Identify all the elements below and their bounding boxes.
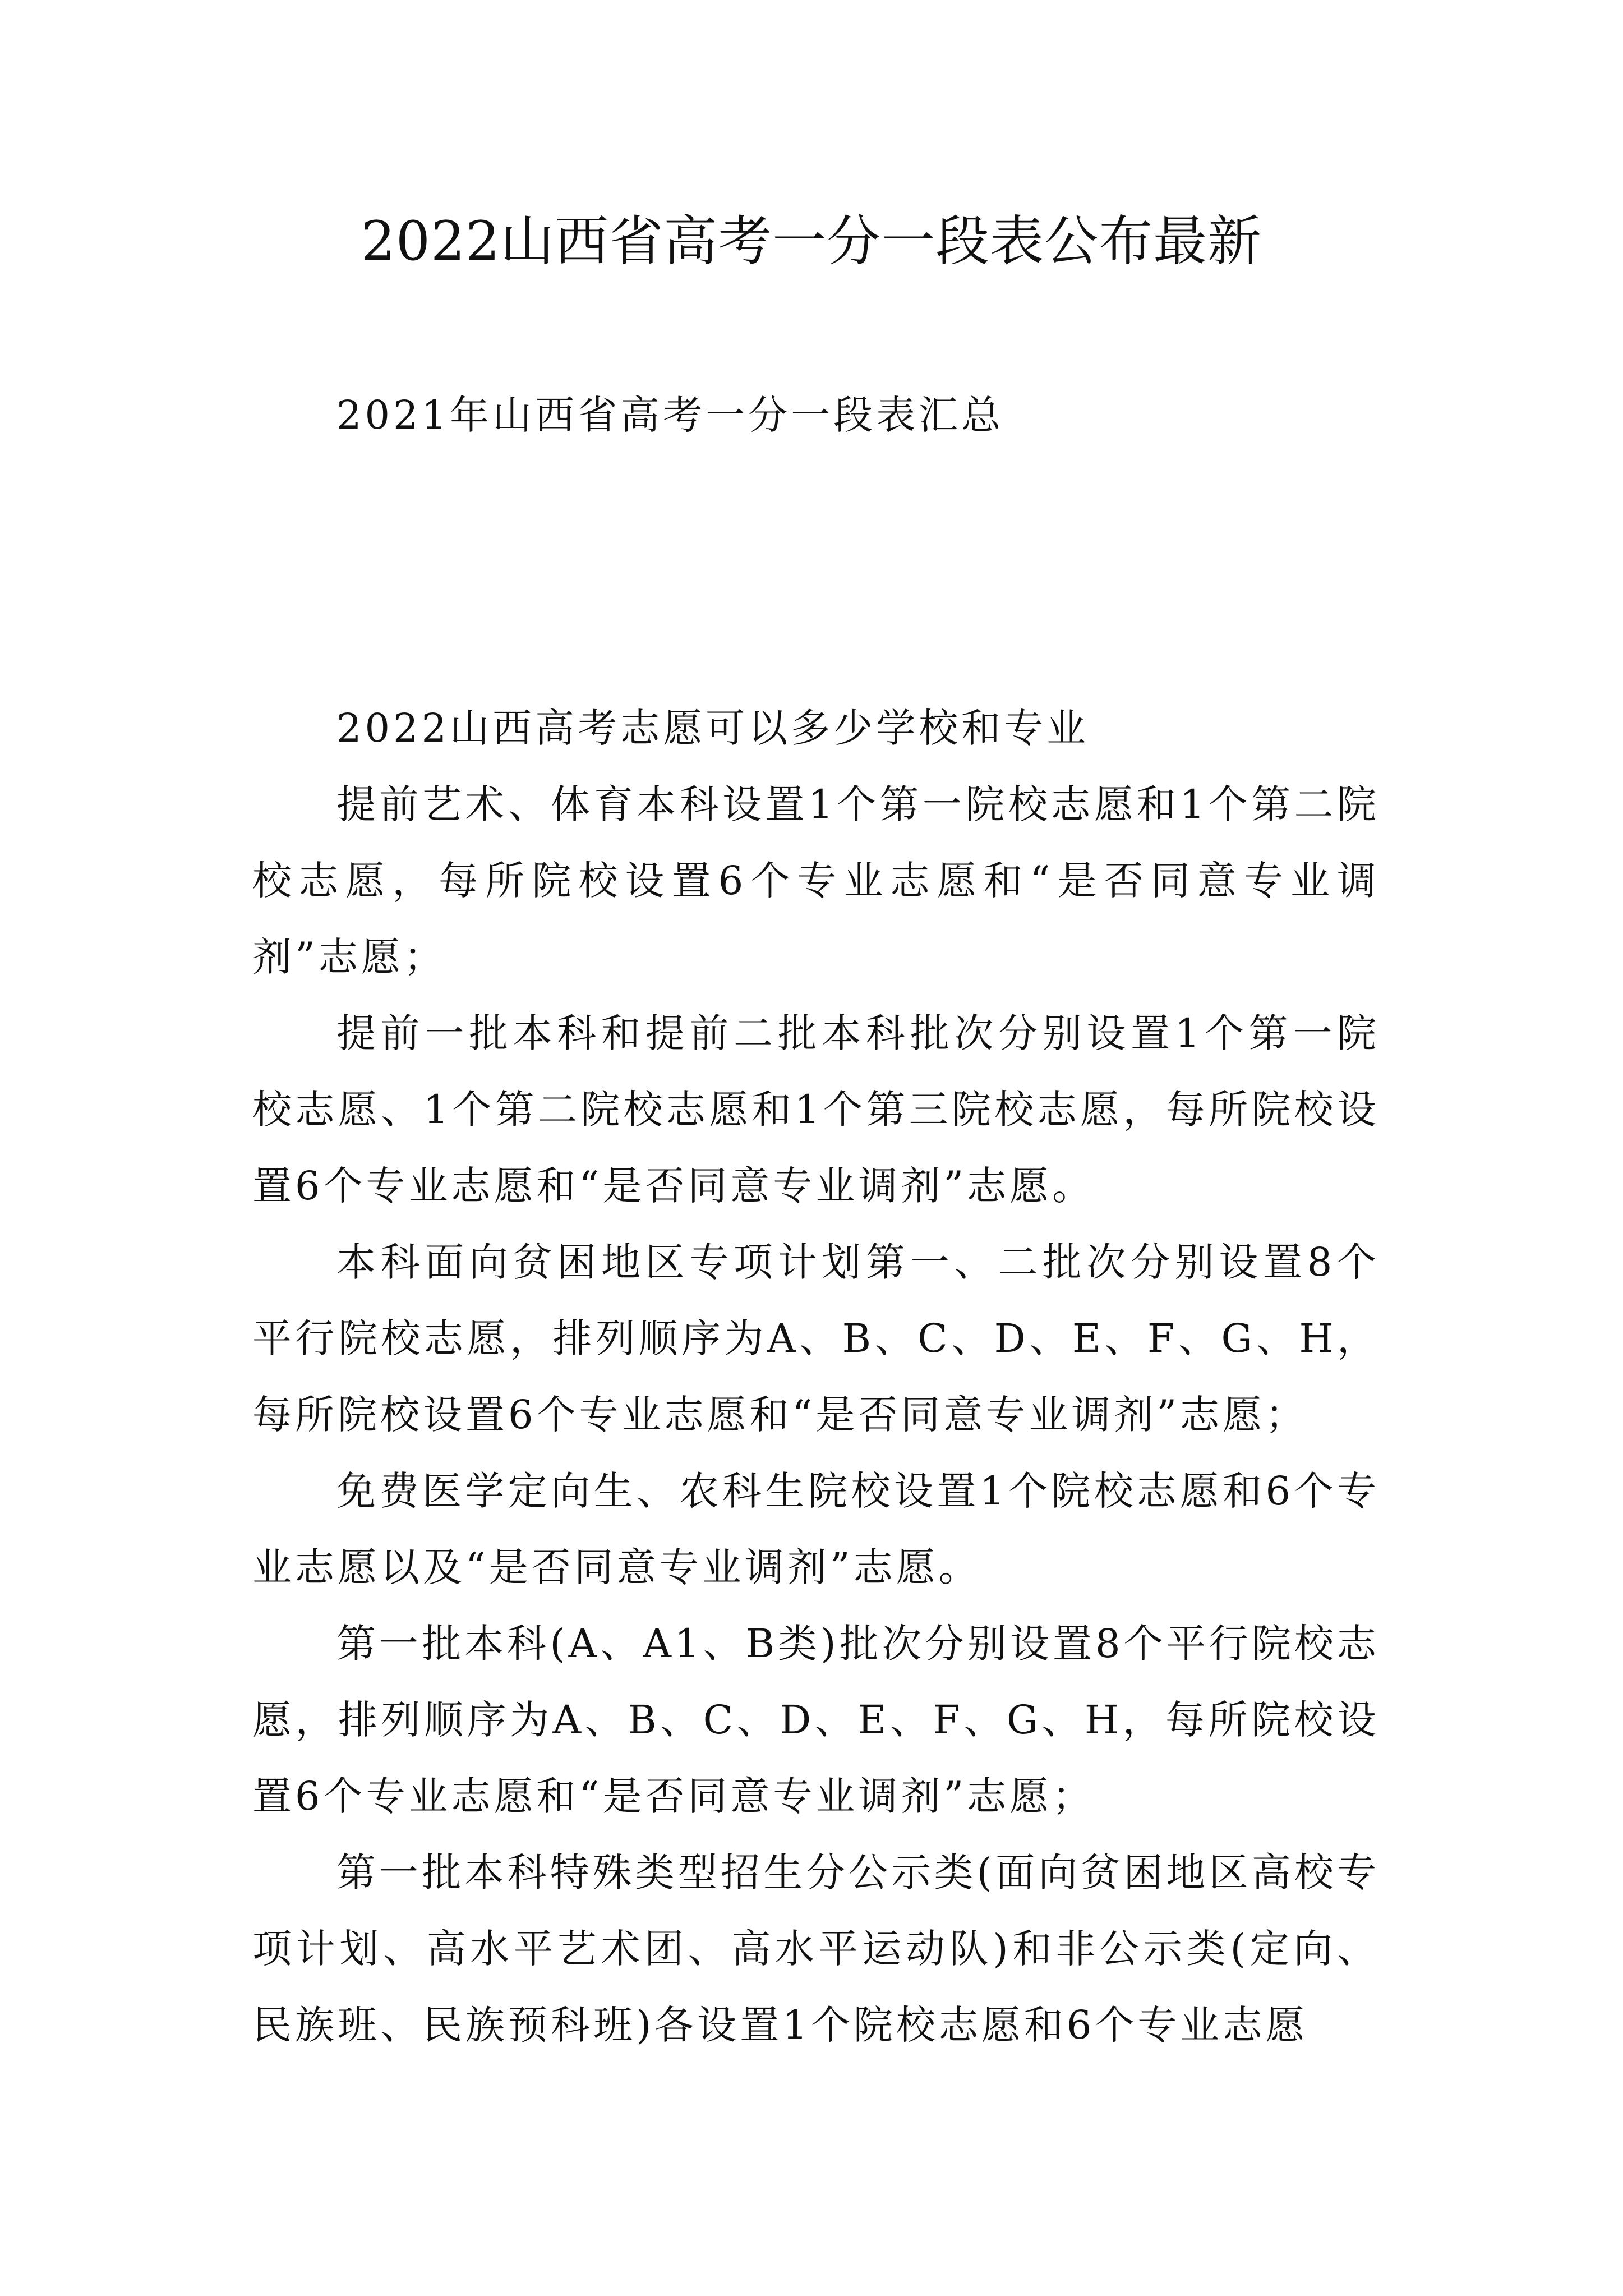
paragraph: 第一批本科(A、A1、B类)批次分别设置8个平行院校志愿，排列顺序为A、B、C、D、E、F、G、H，每所院校设置6个专业志愿和“是否同意专业调剂”志愿； (252, 1621, 1380, 1819)
paragraph: 第一批本科特殊类型招生分公示类(面向贫困地区高校专项计划、高水平艺术团、高水平运动队)和非公示类(定向、民族班、民族预科班)各设置1个院校志愿和6个专业志愿 (252, 1849, 1380, 2048)
paragraph: 2022山西高考志愿可以多少学校和专业 (336, 705, 1090, 751)
document-subheading: 2021年山西省高考一分一段表汇总 (336, 392, 1004, 438)
paragraph: 提前一批本科和提前二批本科批次分别设置1个第一院校志愿、1个第二院校志愿和1个第三院校志愿，每所院校设置6个专业志愿和“是否同意专业调剂”志愿。 (252, 1010, 1380, 1209)
paragraph: 本科面向贫困地区专项计划第一、二批次分别设置8个平行院校志愿，排列顺序为A、B、C、D、E、F、G、H，每所院校设置6个专业志愿和“是否同意专业调剂”志愿； (252, 1239, 1380, 1438)
document-title: 2022山西省高考一分一段表公布最新 (361, 210, 1262, 273)
document-body (252, 690, 1380, 2063)
paragraph: 免费医学定向生、农科生院校设置1个院校志愿和6个专业志愿以及“是否同意专业调剂”志愿。 (252, 1468, 1380, 1590)
paragraph: 提前艺术、体育本科设置1个第一院校志愿和1个第二院校志愿，每所院校设置6个专业志愿和“是否同意专业调剂”志愿； (252, 781, 1380, 980)
